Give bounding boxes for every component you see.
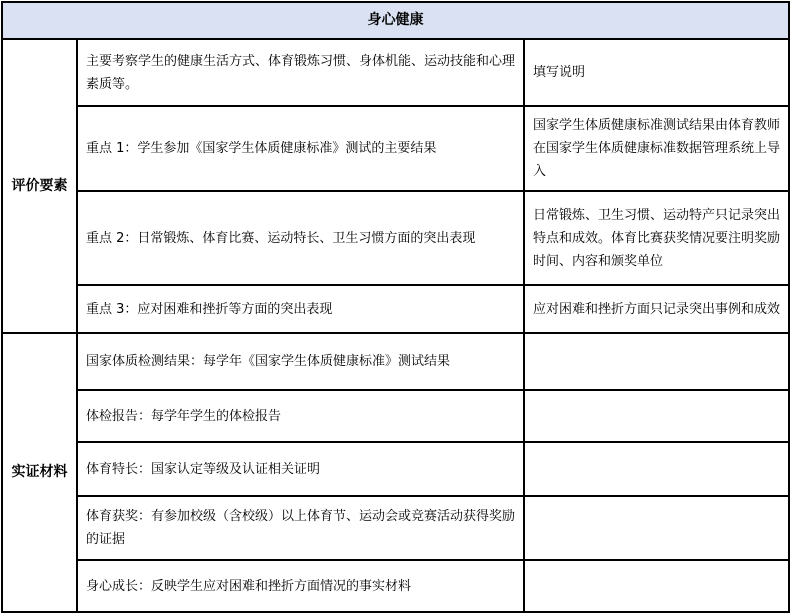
health-evaluation-table — [1, 1, 790, 613]
evidence-note — [524, 442, 789, 496]
evidence-note — [524, 390, 789, 442]
evidence-item: 体育获奖：有参加校级（含校级）以上体育节、运动会或竞赛活动获得奖励的证据 — [77, 496, 524, 560]
category-evidence-materials: 实证材料 — [2, 333, 77, 612]
evidence-note — [524, 560, 789, 612]
table-row — [2, 560, 789, 612]
table-row — [2, 191, 789, 285]
evidence-note — [524, 496, 789, 560]
evaluation-item: 主要考察学生的健康生活方式、体育锻炼习惯、身体机能、运动技能和心理素质等。 — [77, 39, 524, 106]
table-row — [2, 496, 789, 560]
evaluation-note: 日常锻炼、卫生习惯、运动特产只记录突出特点和成效。体育比赛获奖情况要注明奖励时间、内容和颁奖单位 — [524, 191, 789, 285]
table-row — [2, 333, 789, 390]
evaluation-item: 重点 1：学生参加《国家学生体质健康标准》测试的主要结果 — [77, 106, 524, 191]
table-row — [2, 390, 789, 442]
evidence-item: 身心成长：反映学生应对困难和挫折方面情况的事实材料 — [77, 560, 524, 612]
evaluation-item: 重点 2：日常锻炼、体育比赛、运动特长、卫生习惯方面的突出表现 — [77, 191, 524, 285]
evidence-item: 体育特长：国家认定等级及认证相关证明 — [77, 442, 524, 496]
evaluation-note: 应对困难和挫折方面只记录突出事例和成效 — [524, 285, 789, 333]
category-evaluation-elements: 评价要素 — [2, 39, 77, 333]
table-row — [2, 285, 789, 333]
evidence-item: 国家体质检测结果：每学年《国家学生体质健康标准》测试结果 — [77, 333, 524, 390]
evaluation-note: 国家学生体质健康标准测试结果由体育教师在国家学生体质健康标准数据管理系统上导入 — [524, 106, 789, 191]
table-row — [2, 106, 789, 191]
table-row — [2, 442, 789, 496]
table-row — [2, 39, 789, 106]
table-header-row — [2, 2, 789, 39]
table-title: 身心健康 — [2, 2, 789, 39]
evaluation-note: 填写说明 — [524, 39, 789, 106]
evidence-note — [524, 333, 789, 390]
evidence-item: 体检报告：每学年学生的体检报告 — [77, 390, 524, 442]
evaluation-item: 重点 3：应对困难和挫折等方面的突出表现 — [77, 285, 524, 333]
